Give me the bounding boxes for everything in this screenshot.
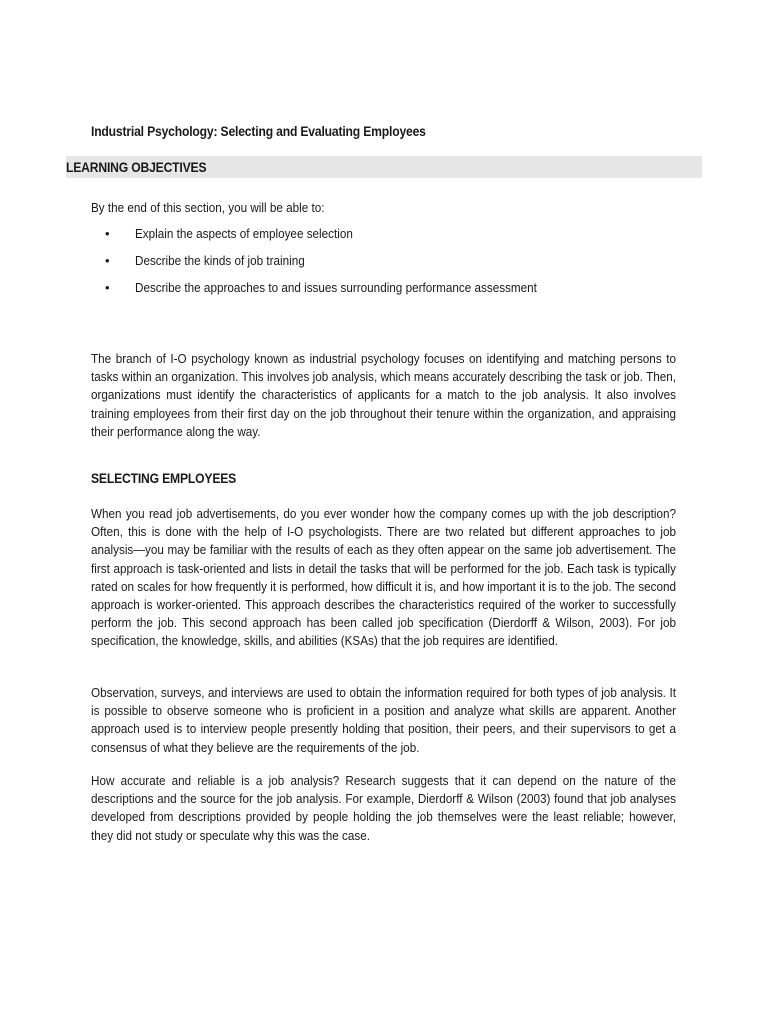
paragraph-text: How accurate and reliable is a job analysis? Research suggests that it can depend on the nature of the descriptions and the source for the job analysis. For example, Dierdorff & Wilson (2003) found that job analyses developed from descriptions provided by people holding the job themselves were the least reliable; however, they did not study or speculate why this was the case. xyxy=(91,773,676,843)
objective-text: Describe the approaches to and issues surrounding performance assessment xyxy=(135,280,537,295)
paragraph-text: Observation, surveys, and interviews are used to obtain the information required for both types of job analysis. It is possible to observe someone who is proficient in a position and analyze what skills are apparent. Another approach used is to interview people presently holding that position, their peers, and their supervisors to get a consensus of what they believe are the requirements of the job. xyxy=(91,685,676,755)
bullet-icon: • xyxy=(105,226,110,241)
document-title: Industrial Psychology: Selecting and Evaluating Employees xyxy=(91,124,426,139)
paragraph-text: The branch of I-O psychology known as industrial psychology focuses on identifying and matching persons to tasks within an organization. This involves job analysis, which means accurately describing the task or job. Then, organizations must identify the characteristics of applicants for a match to the job analysis. It also involves training employees from their first day on the job throughout their tenure within the organization, and appraising their performance along the way. xyxy=(91,351,676,439)
bullet-icon: • xyxy=(105,280,110,295)
job-analysis-paragraph xyxy=(91,505,676,651)
objective-text: Explain the aspects of employee selection xyxy=(135,226,353,241)
objectives-intro: By the end of this section, you will be able to: xyxy=(91,200,325,215)
section-heading: SELECTING EMPLOYEES xyxy=(91,471,237,486)
methods-paragraph xyxy=(91,684,676,757)
reliability-paragraph xyxy=(91,772,676,845)
objective-text: Describe the kinds of job training xyxy=(135,253,305,268)
intro-paragraph xyxy=(91,350,676,441)
bullet-icon: • xyxy=(105,253,110,268)
learning-objectives-bar xyxy=(66,156,702,178)
paragraph-text: When you read job advertisements, do you ever wonder how the company comes up with the job description? Often, this is done with the help of I-O psychologists. There are two related but different approaches to job analysis—you may be familiar with the results of each as they often appear on the same job advertisement. The first approach is task-oriented and lists in detail the tasks that will be performed for the job. Each task is typically rated on scales for how frequently it is performed, how difficult it is, and how important it is to the job. The second approach is worker-oriented. This approach describes the characteristics required of the worker to successfully perform the job. This second approach has been called job specification (Dierdorff & Wilson, 2003). For job specification, the knowledge, skills, and abilities (KSAs) that the job requires are identified. xyxy=(91,506,676,649)
learning-objectives-heading: LEARNING OBJECTIVES xyxy=(66,160,207,175)
